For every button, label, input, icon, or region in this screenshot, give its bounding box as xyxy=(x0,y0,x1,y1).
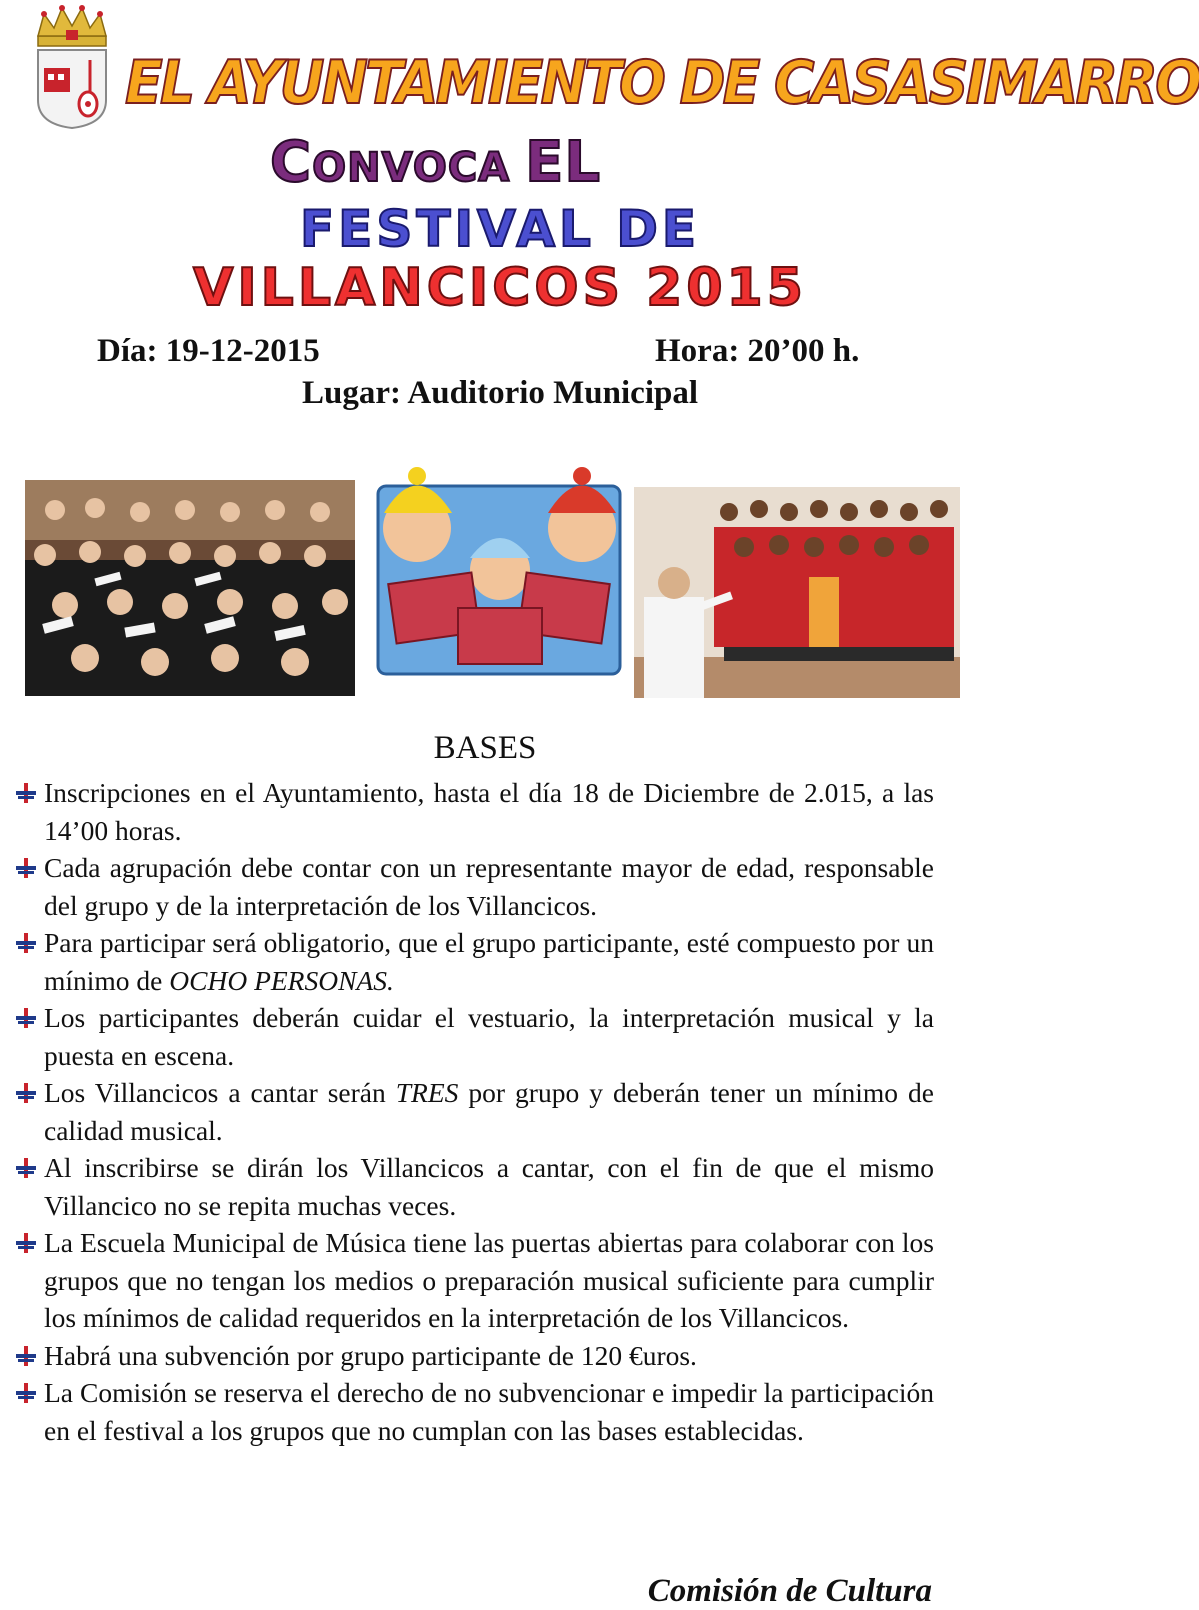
rule-emphasis: TRES xyxy=(395,1077,459,1108)
cross-bullet-icon xyxy=(16,858,36,878)
event-date: Día: 19-12-2015 xyxy=(97,333,320,369)
rule-text: La Comisión se reserva el derecho de no subvencionar e impedir la participación en el festival a los grupos que no cumplan con las bases establecidas. xyxy=(44,1377,934,1446)
rule-text: por grupo y deberán tener un mínimo de calidad musical. xyxy=(44,1077,934,1146)
cross-bullet-icon xyxy=(16,1346,36,1366)
rule-item xyxy=(14,774,934,849)
rule-text: Para participar será obligatorio, que el grupo participante, esté compuesto por un mínimo de xyxy=(44,927,934,996)
rule-text: Al inscribirse se dirán los Villancicos a cantar, con el fin de que el mismo Villancico no se repita muchas veces. xyxy=(44,1152,934,1221)
cross-bullet-icon xyxy=(16,1083,36,1103)
bases-heading: BASES xyxy=(433,730,537,766)
shield-icon xyxy=(38,50,106,128)
rule-text: Inscripciones en el Ayuntamiento, hasta el día 18 de Diciembre de 2.015, a las 14’00 horas. xyxy=(44,777,934,846)
rule-text: La Escuela Municipal de Música tiene las puertas abiertas para colaborar con los grupos que no tengan los medios o preparación musical suficiente para cumplir los mínimos de calidad requeridos en la interpretación de los Villancicos. xyxy=(44,1227,934,1333)
title-convoca xyxy=(270,130,730,195)
rule-item xyxy=(14,999,934,1074)
town-crest-logo xyxy=(30,4,114,130)
rules-list xyxy=(14,774,934,1449)
cross-bullet-icon xyxy=(16,783,36,803)
cross-bullet-icon xyxy=(16,933,36,953)
rule-text: Los participantes deberán cuidar el vestuario, la interpretación musical y la puesta en escena. xyxy=(44,1002,934,1071)
event-time: Hora: 20’00 h. xyxy=(655,333,860,369)
cross-bullet-icon xyxy=(16,1383,36,1403)
rule-emphasis: OCHO PERSONAS. xyxy=(169,964,394,996)
title-convoca-el: EL xyxy=(525,130,602,195)
rule-item xyxy=(14,1074,934,1149)
event-place: Lugar: Auditorio Municipal xyxy=(301,375,699,411)
cross-bullet-icon xyxy=(16,1158,36,1178)
rule-text: Habrá una subvención por grupo participante de 120 €uros. xyxy=(44,1339,697,1371)
rule-text: Cada agrupación debe contar con un representante mayor de edad, responsable del grupo y de la interpretación de los Villancicos. xyxy=(44,852,934,921)
title-festival: FESTIVAL DE xyxy=(300,200,700,258)
cross-bullet-icon xyxy=(16,1008,36,1028)
rule-item xyxy=(14,1337,934,1375)
title-villancicos: VILLANCICOS 2015 xyxy=(193,258,807,318)
title-convoca-rest: ONVOCA xyxy=(312,145,526,191)
rule-item xyxy=(14,849,934,924)
rule-item xyxy=(14,1224,934,1337)
rule-item xyxy=(14,1149,934,1224)
cartoon-kids-singing-image xyxy=(372,458,626,678)
rule-item xyxy=(14,924,934,999)
rule-item xyxy=(14,1374,934,1449)
cross-bullet-icon xyxy=(16,1233,36,1253)
choir-photo-children xyxy=(634,487,960,698)
crown-icon xyxy=(38,5,106,46)
title-convoca-initial: C xyxy=(270,130,313,195)
choir-photo-adults xyxy=(25,480,355,696)
title-organizer: EL AYUNTAMIENTO DE CASASIMARRO xyxy=(125,48,1199,118)
signature-commission: Comisión de Cultura xyxy=(647,1573,932,1609)
rule-text: Los Villancicos a cantar serán xyxy=(44,1077,396,1108)
